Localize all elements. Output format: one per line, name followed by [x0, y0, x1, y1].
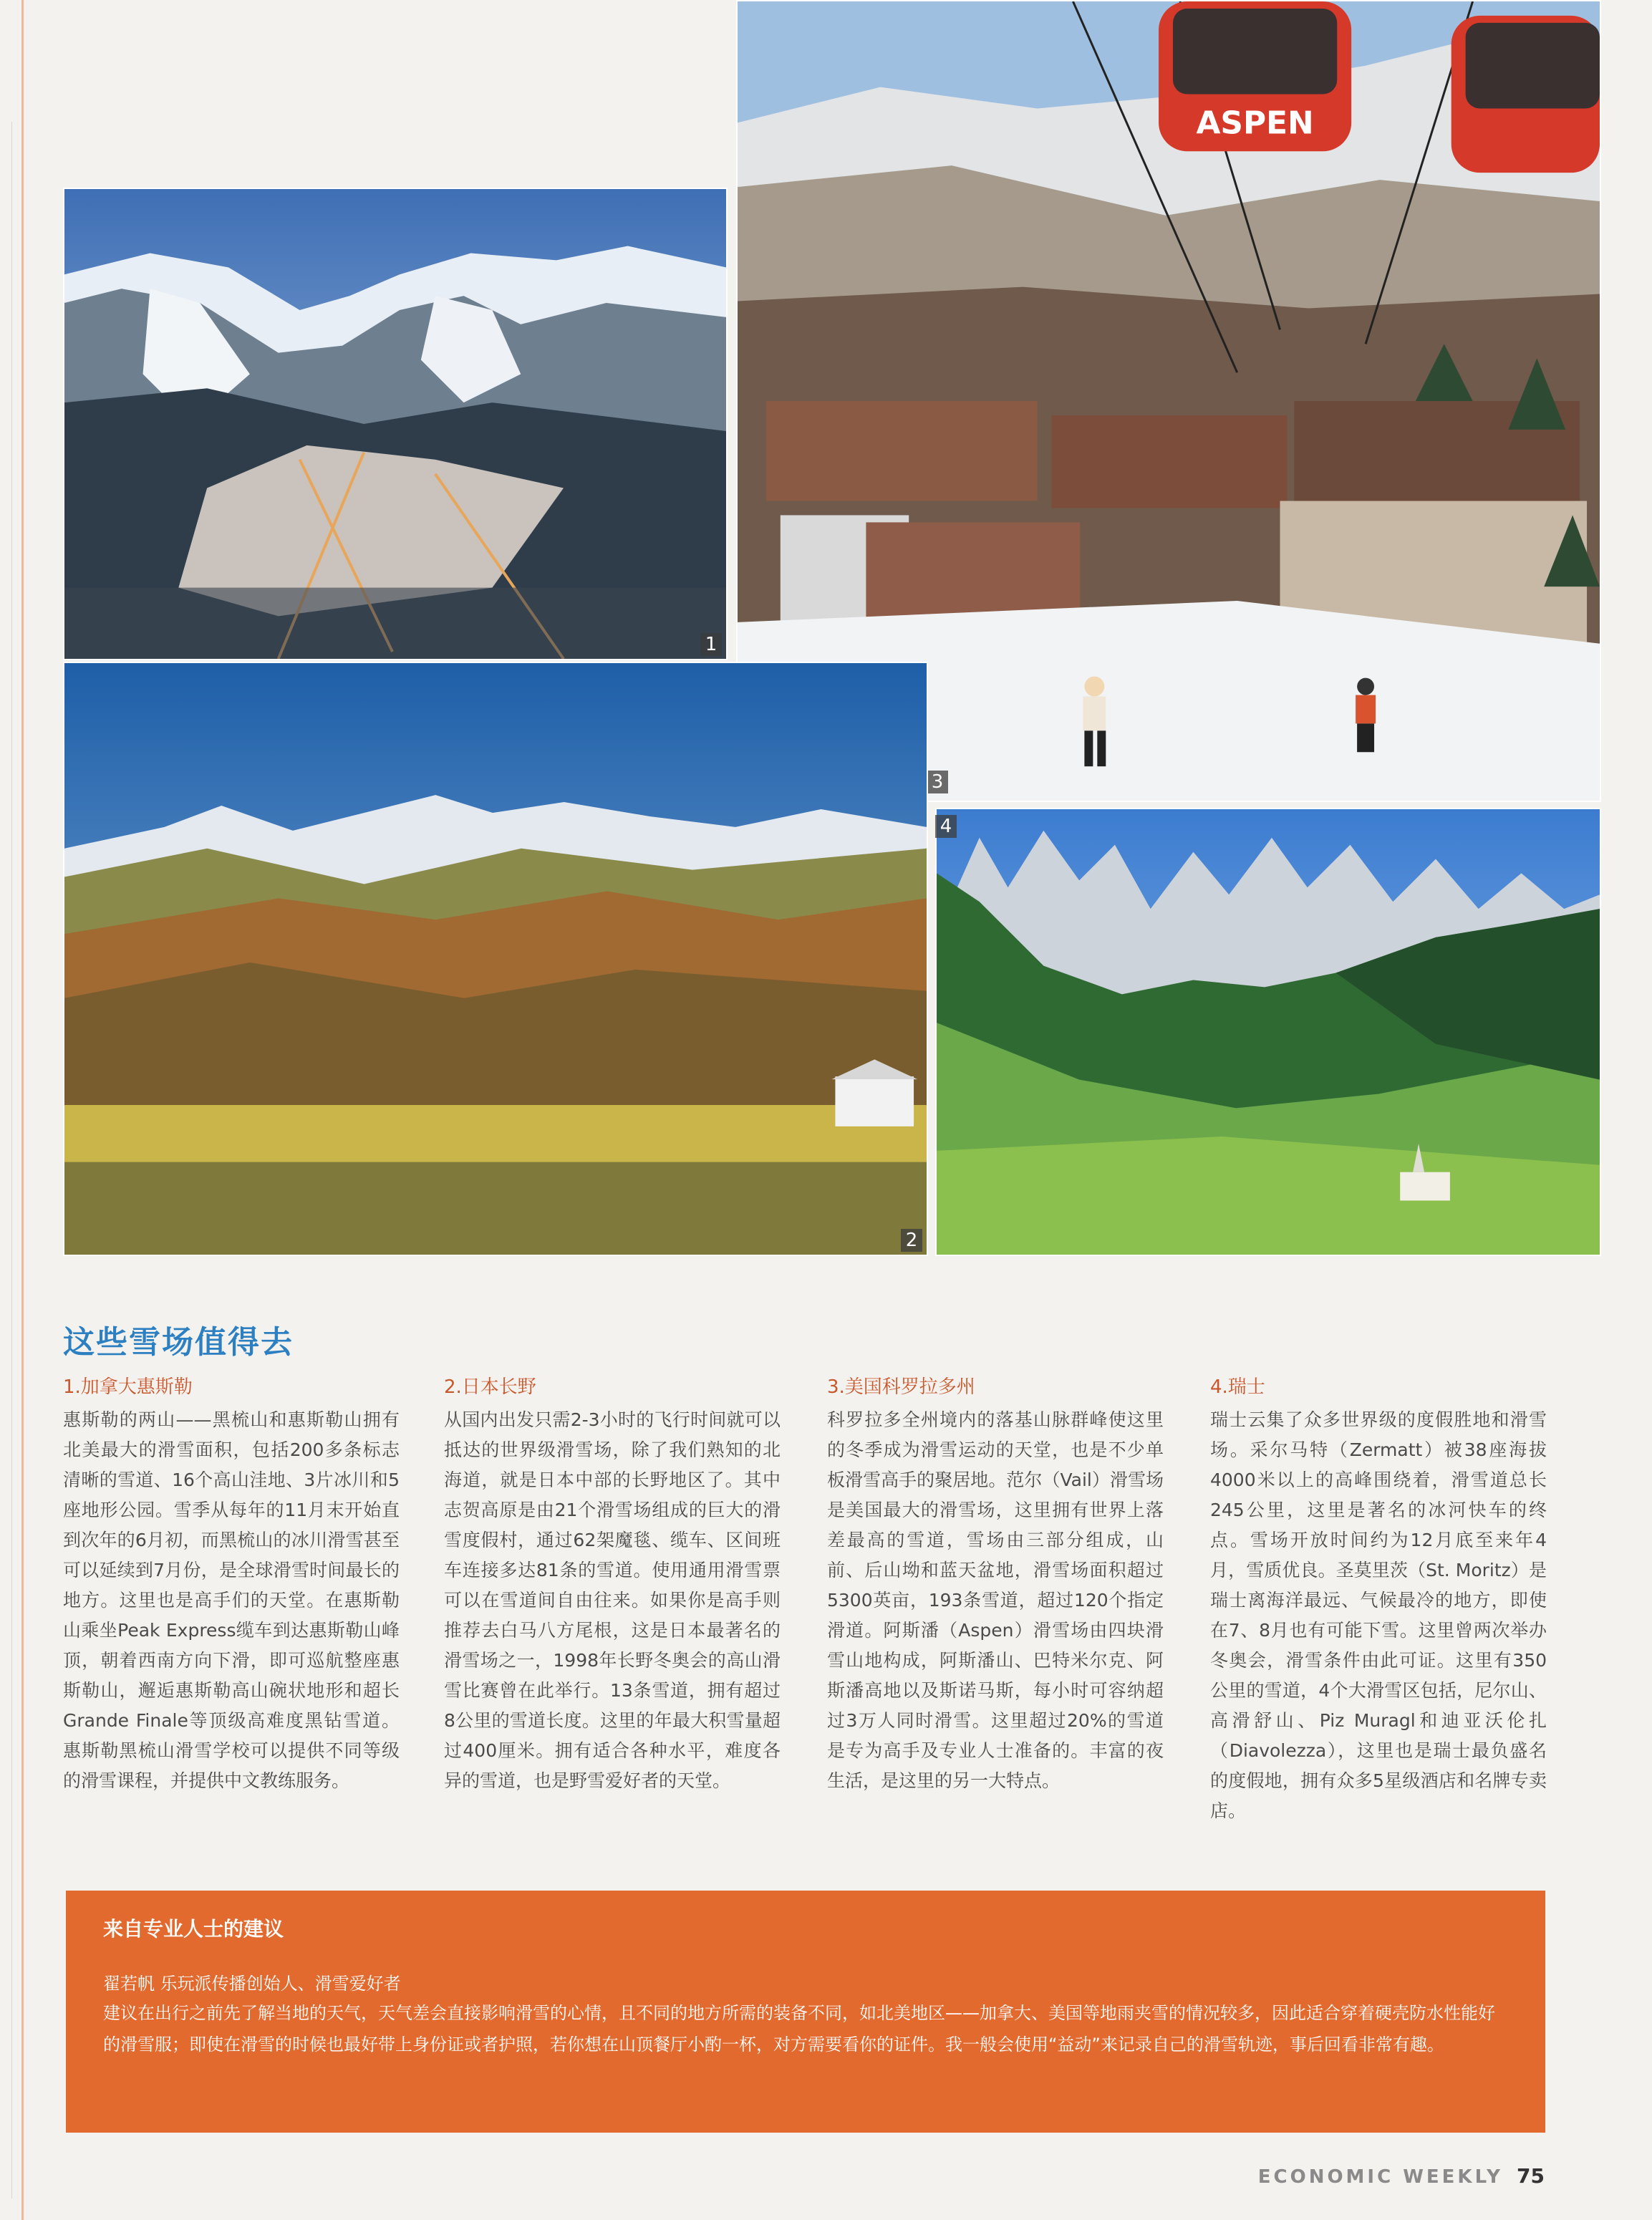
expert-advice-box — [66, 1891, 1545, 2133]
column-body: 瑞士云集了众多世界级的度假胜地和滑雪场。采尔马特（Zermatt）被38座海拔4000米以上的高峰围绕着，滑雪道总长245公里，这里是著名的冰河快车的终点。雪场开放时间约为12月底至来年4月，雪质优良。圣莫里茨（St. Moritz）是瑞士离海洋最远、气候最冷的地方，即使在7、8月也有可能下雪。这里曾两次举办冬奥会，滑雪条件由此可证。这里有350公里的雪道，4个大滑雪区包括，尼尔山、高滑舒山、Piz Muragl和迪亚沃伦扎（Diavolezza），这里也是瑞士最负盛名的度假地，拥有众多5星级酒店和名牌专卖店。 — [1210, 1409, 1547, 1821]
advice-body: 建议在出行之前先了解当地的天气，天气差会直接影响滑雪的心情，且不同的地方所需的装备不同，如北美地区——加拿大、美国等地雨夹雪的情况较多，因此适合穿着硬壳防水性能好的滑雪服；即使在滑雪的时候也最好带上身份证或者护照，若你想在山顶餐厅小酌一杯，对方需要看你的证件。我一般会使用“益动”来记录自己的滑雪轨迹，事后回看非常有趣。 — [103, 2003, 1495, 2055]
magazine-name: ECONOMIC WEEKLY — [1257, 2166, 1503, 2188]
column-heading: 1.加拿大惠斯勒 — [63, 1376, 193, 1398]
column-nagano — [444, 1374, 781, 1796]
whistler-image — [64, 189, 726, 659]
advice-title: 来自专业人士的建议 — [103, 1917, 284, 1941]
column-body: 惠斯勒的两山——黑梳山和惠斯勒山拥有北美最大的滑雪面积，包括200多条标志清晰的雪道、16个高山洼地、3片冰川和5座地形公园。雪季从每年的11月末开始直到次年的6月初，而黑梳山的冰川滑雪甚至可以延续到7月份，是全球滑雪时间最长的地方。这里也是高手们的天堂。在惠斯勒山乘坐Peak Express缆车到达惠斯勒山峰顶，朝着西南方向下滑，即可巡航整座惠斯勒山，邂逅惠斯勒高山碗状地形和超长Grande Finale等顶级高难度黑钻雪道。惠斯勒黑梳山滑雪学校可以提供不同等级的滑雪课程，并提供中文教练服务。 — [63, 1409, 400, 1791]
column-heading: 3.美国科罗拉多州 — [827, 1376, 975, 1398]
photo-number-2: 2 — [901, 1229, 922, 1252]
column-switzerland — [1210, 1374, 1547, 1826]
column-body: 从国内出发只需2-3小时的飞行时间就可以抵达的世界级滑雪场，除了我们熟知的北海道，就是日本中部的长野地区了。其中志贺高原是由21个滑雪场组成的巨大的滑雪度假村，通过62架魔毯、缆车、区间班车连接多达81条的雪道。使用通用滑雪票可以在雪道间自由往来。如果你是高手则推荐去白马八方尾根，这是日本最著名的滑雪场之一，1998年长野冬奥会的高山滑雪比赛曾在此举行。13条雪道，拥有超过8公里的雪道长度。这里的年最大积雪量超过400厘米。拥有适合各种水平，难度各异的雪道，也是野雪爱好者的天堂。 — [444, 1409, 781, 1791]
photo-number-1: 1 — [700, 633, 722, 656]
column-whistler — [63, 1374, 400, 1796]
gondola-sign: ASPEN — [1196, 105, 1314, 142]
column-heading: 2.日本长野 — [444, 1376, 536, 1398]
column-body: 科罗拉多全州境内的落基山脉群峰使这里的冬季成为滑雪运动的天堂，也是不少单板滑雪高手的聚居地。范尔（Vail）滑雪场是美国最大的滑雪场，这里拥有世界上落差最高的雪道，雪场由三部分组成，山前、后山坳和蓝天盆地，滑雪场面积超过5300英亩，193条雪道，超过120个指定滑道。阿斯潘（Aspen）滑雪场由四块滑雪山地构成，阿斯潘山、巴特米尔克、阿斯潘高地以及斯诺马斯，每小时可容纳超过3万人同时滑雪。这里超过20%的雪道是专为高手及专业人士准备的。丰富的夜生活，是这里的另一大特点。 — [827, 1409, 1164, 1791]
page-edge-line — [21, 0, 24, 2220]
photo-number-4: 4 — [935, 815, 957, 838]
photo-nagano — [63, 662, 928, 1256]
column-colorado — [827, 1374, 1164, 1796]
column-heading: 4.瑞士 — [1210, 1376, 1265, 1398]
page-number: 75 — [1517, 2164, 1545, 2188]
photo-number-3: 3 — [927, 771, 948, 793]
switzerland-image — [937, 809, 1600, 1255]
section-title: 这些雪场值得去 — [63, 1324, 294, 1361]
nagano-image — [64, 663, 927, 1255]
page-footer — [1258, 2164, 1545, 2188]
photo-switzerland — [935, 808, 1601, 1256]
frame-line — [11, 122, 12, 2199]
photo-whistler — [63, 188, 728, 660]
advice-author: 翟若帆 乐玩派传播创始人、滑雪爱好者 — [103, 1974, 401, 1994]
